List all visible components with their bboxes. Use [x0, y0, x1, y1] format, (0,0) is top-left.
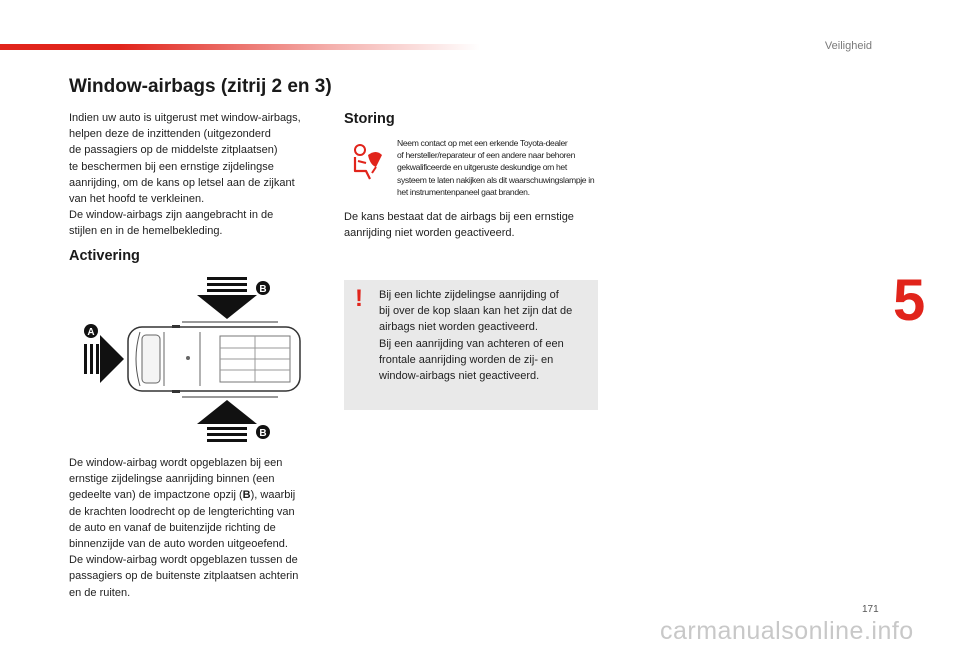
airbag-warning-icon	[346, 141, 386, 181]
activation-paragraph	[69, 455, 331, 601]
intro-line: van het hoofd te verkleinen.	[69, 193, 205, 206]
note-line: Bij een lichte zijdelingse aanrijding of	[379, 289, 559, 301]
side-impact-arrow	[84, 335, 124, 383]
intro-line: De window-airbags zijn aangebracht in de	[69, 209, 274, 222]
intro-line: de passagiers op de middelste zitplaatsen)	[69, 144, 278, 157]
intro-paragraph	[69, 110, 331, 240]
dealer-notice-line: of hersteller/reparateur of een andere naar behoren	[397, 150, 576, 161]
activation-line: binnenzijde van de auto worden uitgeoefend.	[69, 538, 288, 551]
note-line: bij over de kop slaan kan het zijn dat de	[379, 305, 573, 318]
top-impact-arrow	[197, 277, 257, 319]
activation-line: De window-airbag wordt opgeblazen tussen de	[69, 554, 298, 567]
label-b-bottom: B	[259, 428, 267, 439]
storing-paragraph	[344, 209, 604, 241]
activation-line: ), waarbij	[250, 489, 296, 502]
chapter-number: 5	[893, 268, 926, 333]
car-top-view	[128, 325, 300, 393]
intro-line: helpen deze de inzittenden (uitgezonderd	[69, 128, 271, 141]
note-paragraph	[379, 287, 594, 384]
page-title: Window-airbags (zitrij 2 en 3)	[69, 76, 332, 97]
exclamation-icon: !	[355, 285, 363, 312]
intro-line: aanrijding, om de kans op letsel aan de zijkant	[69, 176, 295, 189]
dealer-notice	[397, 137, 602, 198]
storing-heading: Storing	[344, 111, 395, 127]
note-line: airbags niet worden geactiveerd.	[379, 321, 538, 334]
label-a: A	[87, 327, 95, 338]
intro-line: te beschermen bij een ernstige zijdelingse	[69, 160, 274, 173]
bottom-impact-arrow	[197, 400, 257, 442]
activation-line: passagiers op de buitenste zitplaatsen achterin	[69, 570, 299, 583]
dealer-notice-line: gekwalificeerde en uitgeruste deskundige om het	[397, 162, 567, 173]
dealer-notice-line: systeem te laten nakijken als dit waarschuwingslampje in	[397, 174, 595, 185]
page-number: 171	[862, 604, 879, 615]
label-b-top: B	[259, 284, 267, 295]
activation-line: De window-airbag wordt opgeblazen bij een	[69, 457, 283, 469]
activation-line: ernstige zijdelingse aanrijding binnen (een	[69, 473, 275, 486]
section-label: Veiligheid	[824, 40, 872, 52]
intro-line: stijlen en in de hemelbekleding.	[69, 225, 223, 238]
header-accent-bar	[0, 44, 480, 50]
dealer-notice-line: Neem contact op met een erkende Toyota-dealer	[397, 138, 568, 148]
note-line: Bij een aanrijding van achteren of een	[379, 337, 564, 350]
activation-line: en de ruiten.	[69, 586, 131, 599]
note-line: window-airbags niet geactiveerd.	[379, 370, 540, 383]
dealer-notice-line: het instrumentenpaneel gaat branden.	[397, 186, 530, 197]
activering-heading: Activering	[69, 248, 140, 264]
impact-zone-diagram	[80, 272, 310, 448]
activation-line: de krachten loodrecht op de lengterichting van	[69, 505, 295, 518]
storing-line: aanrijding niet worden geactiveerd.	[344, 227, 515, 240]
storing-line: De kans bestaat dat de airbags bij een ernstige	[344, 211, 574, 223]
activation-line: gedeelte van) de impactzone opzij (	[69, 489, 243, 502]
intro-line: Indien uw auto is uitgerust met window-airbags,	[69, 112, 301, 124]
note-line: frontale aanrijding worden de zij- en	[379, 353, 554, 366]
impact-zone-ref: B	[242, 489, 251, 502]
watermark: carmanualsonline.info	[660, 617, 914, 645]
activation-line: de auto en vanaf de buitenzijde richting de	[69, 521, 276, 534]
